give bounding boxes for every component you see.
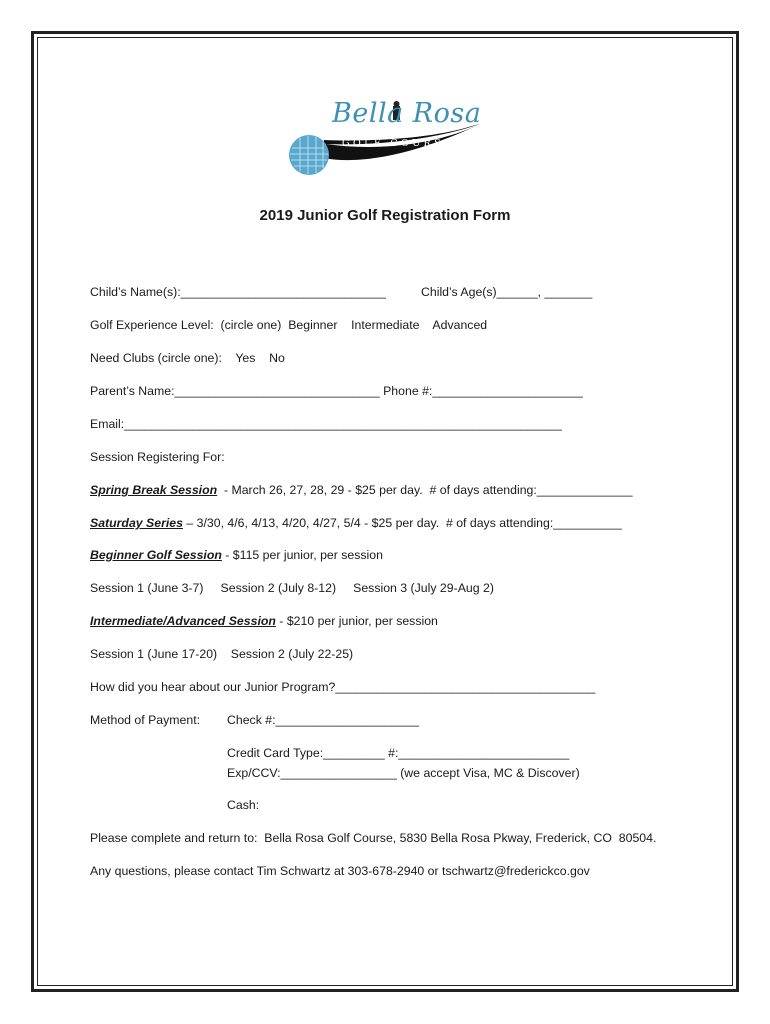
- intermediate-session-options[interactable]: Session 1 (June 17-20) Session 2 (July 22-25): [90, 647, 354, 661]
- form-title: 2019 Junior Golf Registration Form: [259, 207, 511, 224]
- bella-rosa-logo: [284, 96, 484, 186]
- parent-phone-field[interactable]: Parent’s Name:______________________________ Phone #:______________________: [90, 384, 583, 398]
- logo-script-text: Bella Rosa: [332, 98, 482, 129]
- spring-break-line[interactable]: [90, 483, 633, 497]
- intermediate-session-detail: - $210 per junior, per session: [275, 614, 438, 628]
- cash-option[interactable]: Cash:: [227, 798, 260, 812]
- intermediate-session-line: [90, 614, 438, 628]
- experience-level-line[interactable]: Golf Experience Level: (circle one) Beginner Intermediate Advanced: [90, 318, 488, 332]
- beginner-session-line: [90, 548, 383, 562]
- return-instructions: Please complete and return to: Bella Rosa Golf Course, 5830 Bella Rosa Pkway, Frederick, CO 80504.: [90, 831, 657, 845]
- email-field[interactable]: Email:________________________________________________________________: [90, 417, 562, 431]
- logo-course-text: GOLF COURSE: [342, 138, 455, 149]
- hear-about-field[interactable]: How did you hear about our Junior Program?______________________________________: [90, 680, 596, 694]
- credit-card-field[interactable]: Credit Card Type:_________ #:_________________________: [227, 746, 570, 760]
- session-heading: Session Registering For:: [90, 450, 225, 464]
- spring-break-detail: - March 26, 27, 28, 29 - $25 per day. # of days attending:______________: [217, 483, 633, 497]
- exp-ccv-field[interactable]: Exp/CCV:_________________ (we accept Visa, MC & Discover): [227, 766, 580, 780]
- beginner-session-label: Beginner Golf Session: [90, 548, 222, 562]
- spring-break-label: Spring Break Session: [90, 483, 218, 497]
- saturday-series-label: Saturday Series: [90, 516, 183, 530]
- intermediate-session-label: Intermediate/Advanced Session: [90, 614, 276, 628]
- contact-info: Any questions, please contact Tim Schwartz at 303-678-2940 or tschwartz@frederickco.gov: [90, 864, 590, 878]
- beginner-session-detail: - $115 per junior, per session: [221, 548, 383, 562]
- saturday-series-detail: – 3/30, 4/6, 4/13, 4/20, 4/27, 5/4 - $25 per day. # of days attending:__________: [182, 516, 622, 530]
- child-ages-field[interactable]: Child’s Age(s)______, _______: [421, 285, 593, 299]
- beginner-session-options[interactable]: Session 1 (June 3-7) Session 2 (July 8-12) Session 3 (July 29-Aug 2): [90, 581, 494, 595]
- check-number-field[interactable]: Check #:_____________________: [227, 713, 420, 727]
- child-names-field[interactable]: Child’s Name(s):______________________________: [90, 285, 386, 299]
- need-clubs-line[interactable]: Need Clubs (circle one): Yes No: [90, 351, 285, 365]
- payment-method-label: Method of Payment:: [90, 713, 201, 727]
- saturday-series-line[interactable]: [90, 516, 622, 530]
